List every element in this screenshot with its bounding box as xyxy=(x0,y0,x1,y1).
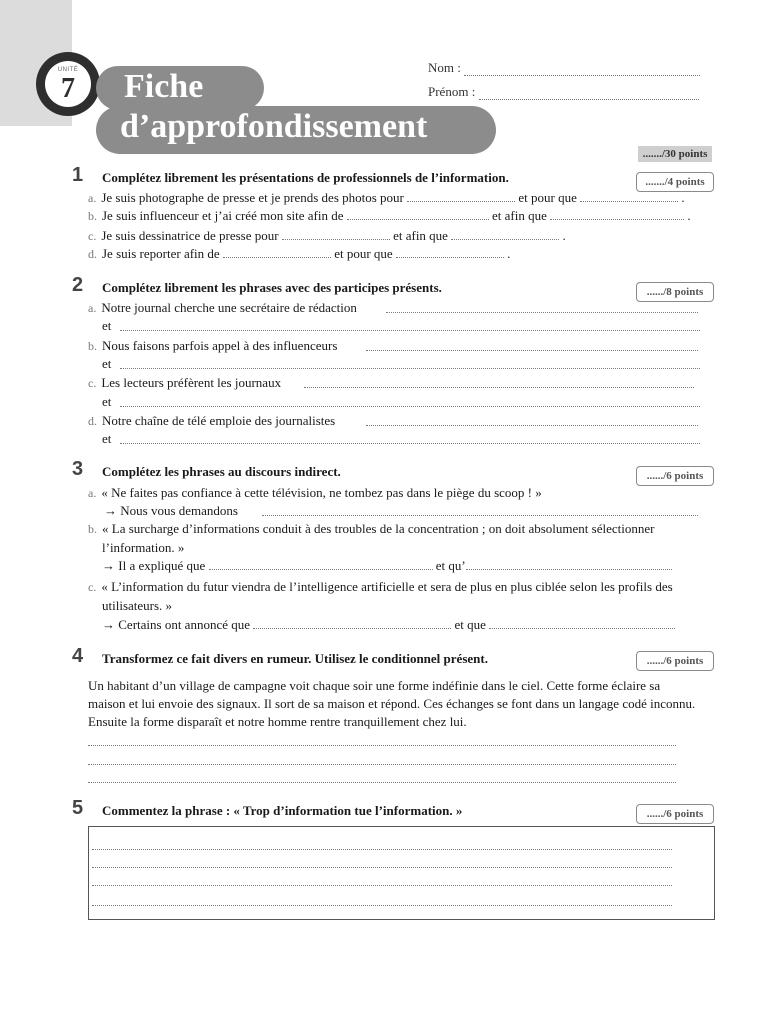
answer-line[interactable] xyxy=(366,349,698,351)
exercise-5-title: Commentez la phrase : « Trop d’information tue l’information. » xyxy=(102,803,463,818)
page-title-line1: Fiche xyxy=(124,68,204,105)
nom-label: Nom : xyxy=(428,60,461,75)
exercise-2-item-c-et: et xyxy=(102,394,112,409)
page-title-line2: d’approfondissement xyxy=(120,108,428,145)
exercise-2-item-a-et: et xyxy=(102,318,112,333)
exercise-2-points: ....../8 points xyxy=(636,282,714,302)
answer-line[interactable] xyxy=(304,386,694,388)
exercise-1-item-d: d. Je suis reporter afin de et pour que . xyxy=(88,246,511,261)
answer-line[interactable] xyxy=(92,866,672,868)
exercise-1-points: ......./4 points xyxy=(636,172,714,192)
exercise-3-points: ....../6 points xyxy=(636,466,714,486)
exercise-4-text: Un habitant d’un village de campagne voit chaque soir une forme indéfinie dans le ciel. Cette forme éclaire sa maison et lui envoie des signaux. Il sort de sa maison et répond. Ces échanges se font dans un langage codé inconnu. Ensuite la forme disparaît et notre homme rentre tranquillement chez lui. xyxy=(88,678,696,729)
exercise-3-item-c-quote-cont: utilisateurs. » xyxy=(102,598,173,613)
answer-line[interactable] xyxy=(120,405,700,407)
exercise-4-points: ....../6 points xyxy=(636,651,714,671)
exercise-1-item-a: a. Je suis photographe de presse et je prends des photos pour et pour que . xyxy=(88,190,685,205)
exercise-2-title: Complétez librement les phrases avec des participes présents. xyxy=(102,280,442,295)
answer-line[interactable] xyxy=(92,884,672,886)
exercise-4-number: 4 xyxy=(72,645,84,667)
total-points-badge: ......./30 points xyxy=(638,146,712,162)
exercise-3-item-a-quote: a. « Ne faites pas confiance à cette télévision, ne tombez pas dans le piège du scoop ! » xyxy=(88,485,542,500)
exercise-2-number: 2 xyxy=(72,274,84,296)
exercise-3-item-b-answer: → Il a expliqué que et qu’ xyxy=(102,558,672,574)
exercise-3-item-a-answer: → Nous vous demandons xyxy=(104,503,238,518)
exercise-3-title: Complétez les phrases au discours indirect. xyxy=(102,464,341,479)
exercise-2-item-b: b. Nous faisons parfois appel à des influenceurs xyxy=(88,338,338,353)
answer-line[interactable] xyxy=(120,442,700,444)
answer-line[interactable] xyxy=(92,848,672,850)
answer-line[interactable] xyxy=(92,904,672,906)
prenom-label: Prénom : xyxy=(428,84,476,99)
exercise-3-item-c-quote: c. « L’information du futur viendra de l’intelligence artificielle et sera de plus en plus ciblée selon les profils des xyxy=(88,579,673,594)
answer-line[interactable] xyxy=(120,329,700,331)
answer-line[interactable] xyxy=(88,744,676,746)
answer-line[interactable] xyxy=(262,514,698,516)
nom-field[interactable] xyxy=(428,60,700,76)
exercise-4-title: Transformez ce fait divers en rumeur. Utilisez le conditionnel présent. xyxy=(102,651,488,666)
unit-badge xyxy=(36,52,100,116)
answer-line[interactable] xyxy=(366,424,698,426)
exercise-5-points: ....../6 points xyxy=(636,804,714,824)
exercise-1-item-b: b. Je suis influenceur et j’ai créé mon site afin de et afin que . xyxy=(88,208,691,223)
exercise-2-item-b-et: et xyxy=(102,356,112,371)
exercise-3-item-b-quote: b. « La surcharge d’informations conduit à des troubles de la concentration ; on doit absolument sélectionner xyxy=(88,521,655,536)
prenom-field[interactable] xyxy=(428,84,699,100)
answer-line[interactable] xyxy=(88,781,676,783)
exercise-2-item-c: c. Les lecteurs préfèrent les journaux xyxy=(88,375,282,390)
exercise-1-number: 1 xyxy=(72,164,84,186)
exercise-2-item-d-et: et xyxy=(102,431,112,446)
exercise-3-item-c-answer: → Certains ont annoncé que et que xyxy=(102,617,675,633)
exercise-3-number: 3 xyxy=(72,458,84,480)
exercise-5-number: 5 xyxy=(72,797,84,819)
exercise-2-item-a: a. Notre journal cherche une secrétaire de rédaction xyxy=(88,300,357,315)
answer-line[interactable] xyxy=(120,367,700,369)
unit-label: UNITÉ xyxy=(57,67,79,73)
unit-number: 7 xyxy=(61,73,75,104)
exercise-3-item-b-quote-cont: l’information. » xyxy=(102,540,185,555)
exercise-1-item-c: c. Je suis dessinatrice de presse pour et afin que . xyxy=(88,228,566,243)
exercise-2-item-d: d. Notre chaîne de télé emploie des journalistes xyxy=(88,413,336,428)
exercise-1-title: Complétez librement les présentations de professionnels de l’information. xyxy=(102,170,509,185)
answer-line[interactable] xyxy=(88,763,676,765)
answer-line[interactable] xyxy=(386,311,698,313)
